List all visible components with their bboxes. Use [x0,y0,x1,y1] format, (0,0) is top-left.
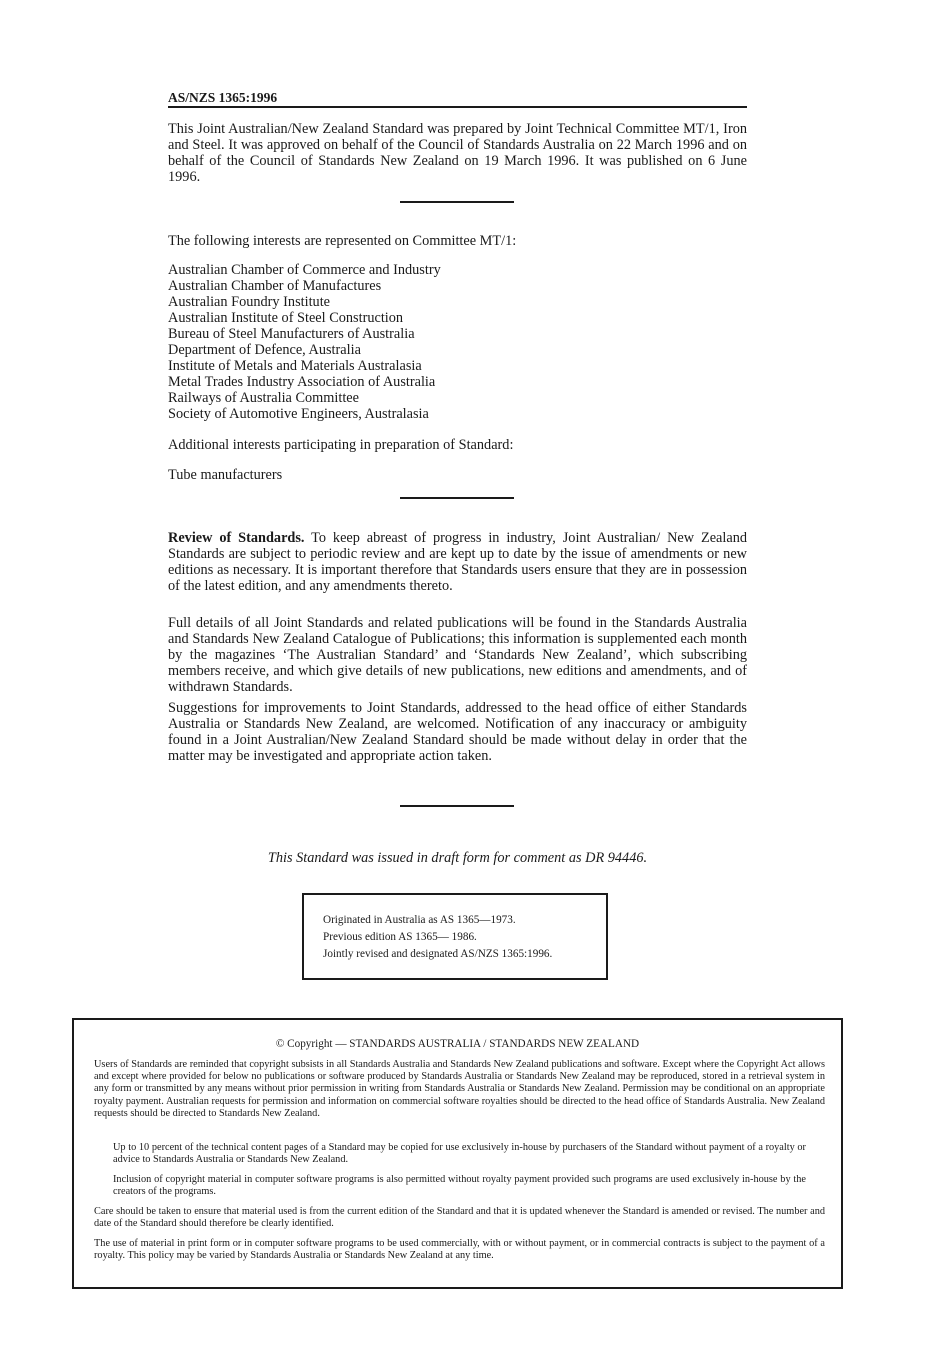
review-heading: Review of Standards. [168,530,305,546]
section-divider [400,497,514,499]
review-paragraph-2: Full details of all Joint Standards and related publications will be found in the Standards Australia and Standards New Zealand Catalogue of Publications; this information is supplemented each month by the magazines ‘The Australian Standard’ and ‘Standards New Zealand’, which subscribing members receive, and which give details of new publications, new editions and amendments, and of withdrawn Standards. [168,615,747,695]
committee-member: Australian Institute of Steel Construction [168,310,404,326]
origin-line: Jointly revised and designated AS/NZS 1365:1996. [323,948,553,960]
origin-line: Originated in Australia as AS 1365—1973. [323,914,516,926]
origin-line: Previous edition AS 1365— 1986. [323,931,477,943]
additional-interests-intro: Additional interests participating in preparation of Standard: [168,437,514,453]
copyright-box [72,1018,843,1289]
copyright-paragraph: Users of Standards are reminded that copyright subsists in all Standards Australia and Standards New Zealand publications and software. Except where the Copyright Act allows and except where provided for below no publications or software produced by Standards Australia or Standards New Zealand may be reproduced, stored in a retrieval system in any form or transmitted by any means without prior permission in writing from Standards Australia or Standards New Zealand. Permission may be conditional on an appropriate royalty payment. Australian requests for permission and information on commercial software royalties should be directed to the head office of Standards Australia. New Zealand requests should be directed to Standards New Zealand. [94,1059,825,1119]
additional-interest-member: Tube manufacturers [168,467,283,483]
copyright-title: © Copyright — STANDARDS AUSTRALIA / STANDARDS NEW ZEALAND [275,1038,640,1050]
header-rule [168,106,747,108]
committee-member-list [168,262,747,422]
section-divider [400,201,514,203]
committee-member: Metal Trades Industry Association of Australia [168,374,436,390]
approval-paragraph: This Joint Australian/New Zealand Standard was prepared by Joint Technical Committee MT/1, Iron and Steel. It was approved on behalf of the Council of Standards Australia on 22 March 1996 and on behalf of the Council of Standards New Zealand on 19 March 1996. It was published on 6 June 1996. [168,121,747,185]
copyright-paragraph: The use of material in print form or in computer software programs to be used commercially, with or without payment, or in commercial contracts is subject to the payment of a royalty. This policy may be varied by Standards Australia or Standards New Zealand at any time. [94,1238,825,1262]
copyright-paragraph: Up to 10 percent of the technical content pages of a Standard may be copied for use exclusively in-house by purchasers of the Standard without payment of a royalty or advice to Standards Australia or Standards New Zealand. [113,1142,806,1166]
standard-id-header: AS/NZS 1365:1996 [168,90,278,105]
committee-member: Australian Foundry Institute [168,294,331,310]
committee-member: Railways of Australia Committee [168,390,359,406]
committee-member: Department of Defence, Australia [168,342,361,358]
draft-note: This Standard was issued in draft form for comment as DR 94446. [267,850,648,866]
origin-box [302,893,608,980]
committee-member: Institute of Metals and Materials Australasia [168,358,422,374]
committee-member: Bureau of Steel Manufacturers of Australia [168,326,415,342]
copyright-paragraph: Care should be taken to ensure that material used is from the current edition of the Standard and that it is updated whenever the Standard is amended or revised. The number and date of the Standard should therefore be clearly identified. [94,1206,825,1230]
review-paragraph-1-body: To keep abreast of progress in industry, Joint Australian/ New Zealand Standards are subject to periodic review and are kept up to date by the issue of amendments or new editions as necessary. It is important therefore that Standards users ensure that they are in possession of the latest edition, and any amendments thereto. [168,530,747,594]
committee-member: Australian Chamber of Manufactures [168,278,382,294]
committee-member: Society of Automotive Engineers, Australasia [168,406,429,422]
review-paragraph-3: Suggestions for improvements to Joint Standards, addressed to the head office of either Standards Australia or Standards New Zealand, are welcomed. Notification of any inaccuracy or ambiguity found in a Joint Australian/New Zealand Standard should be made without delay in order that the matter may be investigated and appropriate action taken. [168,700,747,764]
committee-intro: The following interests are represented on Committee MT/1: [168,233,517,249]
committee-member: Australian Chamber of Commerce and Industry [168,262,441,278]
review-paragraph-1 [168,530,747,594]
copyright-paragraph: Inclusion of copyright material in computer software programs is also permitted without royalty payment provided such programs are used exclusively in-house by the creators of the programs. [113,1174,806,1198]
section-divider [400,805,514,807]
